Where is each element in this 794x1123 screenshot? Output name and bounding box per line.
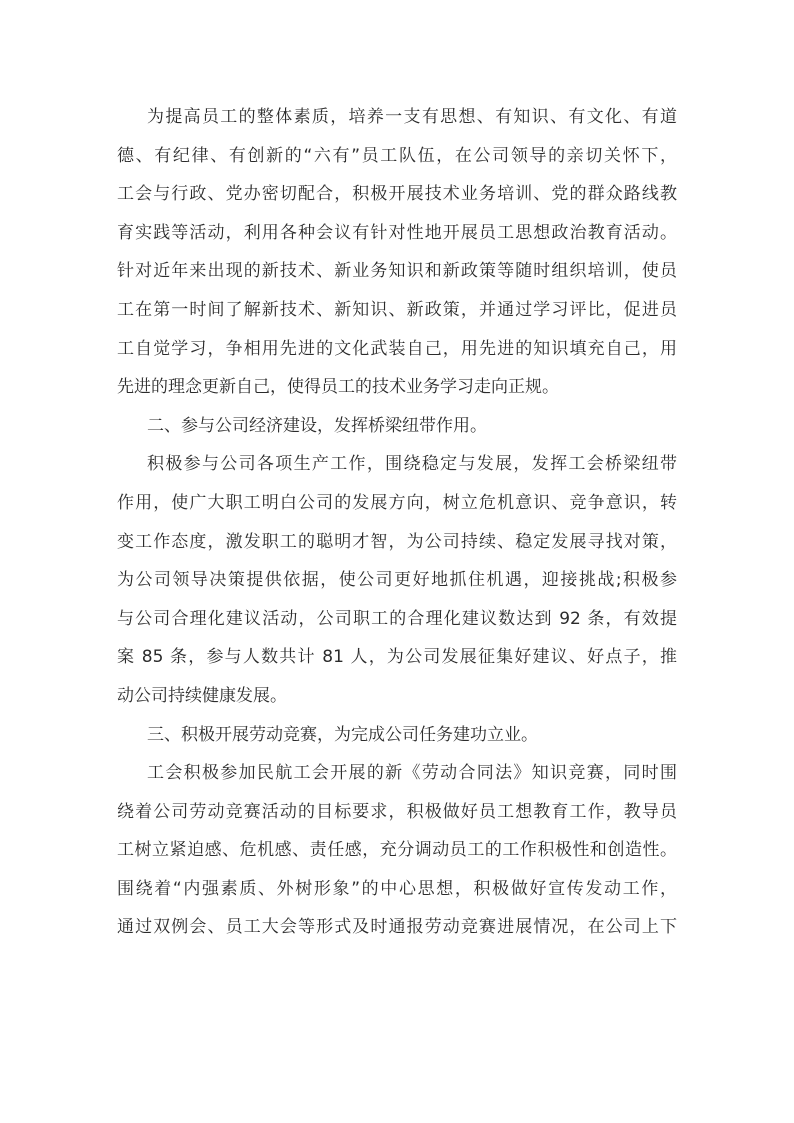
- document-body: [117, 98, 677, 947]
- text-line: 工会积极参加民航工会开展的新《劳动合同法》知识竞赛，同时围: [147, 763, 677, 784]
- text-line: 工树立紧迫感、危机感、责任感，充分调动员工的工作积极性和创造性。: [117, 840, 677, 861]
- text-line: 动公司持续健康发展。: [117, 685, 287, 706]
- text-line: 先进的理念更新自己，使得员工的技术业务学习走向正规。: [117, 377, 559, 398]
- text-line: 工自觉学习，争相用先进的文化武装自己，用先进的知识填充自己，用: [117, 338, 677, 359]
- text-line: 工在第一时间了解新技术、新知识、新政策，并通过学习评比，促进员: [117, 299, 677, 320]
- text-line: 为提高员工的整体素质，培养一支有思想、有知识、有文化、有道: [147, 107, 677, 127]
- text-line: 绕着公司劳动竞赛活动的目标要求，积极做好员工想教育工作，教导员: [117, 801, 677, 822]
- section-heading: 二、参与公司经济建设，发挥桥梁纽带作用。: [147, 415, 487, 436]
- section-heading: 三、积极开展劳动竞赛，为完成公司任务建功立业。: [147, 724, 538, 745]
- text-line: 德、有纪律、有创新的“六有”员工队伍，在公司领导的亲切关怀下，: [117, 145, 677, 166]
- text-line: 育实践等活动，利用各种会议有针对性地开展员工思想政治教育活动。: [117, 222, 677, 243]
- text-line: 变工作态度，激发职工的聪明才智，为公司持续、稳定发展寻找对策，: [117, 531, 677, 552]
- text-line: 围绕着“内强素质、外树形象”的中心思想，积极做好宣传发动工作，: [117, 878, 677, 899]
- text-line: 针对近年来出现的新技术、新业务知识和新政策等随时组织培训，使员: [117, 261, 677, 282]
- text-line: 积极参与公司各项生产工作，围绕稳定与发展，发挥工会桥梁纽带: [147, 454, 677, 475]
- text-line: 工会与行政、党办密切配合，积极开展技术业务培训、党的群众路线教: [117, 184, 677, 205]
- text-line: 案 85 条，参与人数共计 81 人，为公司发展征集好建议、好点子，推: [117, 647, 677, 668]
- text-line: 为公司领导决策提供依据，使公司更好地抓住机遇，迎接挑战;积极参: [117, 570, 677, 591]
- text-line: 作用，使广大职工明白公司的发展方向，树立危机意识、竞争意识，转: [117, 492, 677, 513]
- text-line: 通过双例会、员工大会等形式及时通报劳动竞赛进展情况，在公司上下: [117, 917, 677, 938]
- text-line: 与公司合理化建议活动，公司职工的合理化建议数达到 92 条，有效提: [117, 608, 677, 629]
